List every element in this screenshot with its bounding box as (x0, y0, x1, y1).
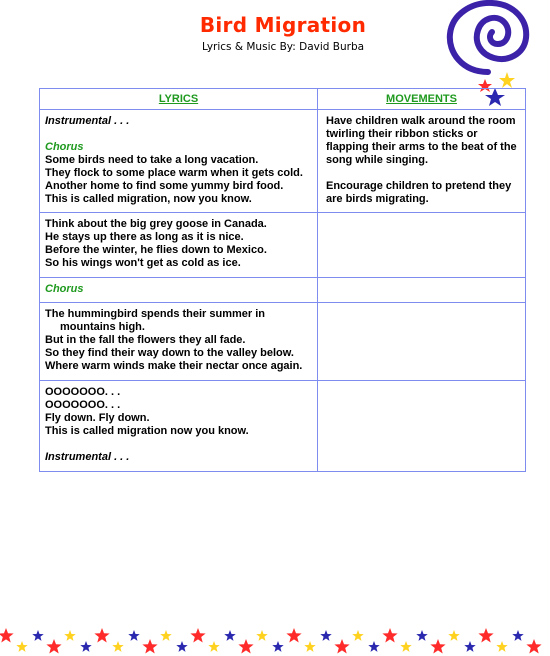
border-star-icon (352, 630, 363, 641)
border-star-icon (416, 630, 427, 641)
border-star-icon (224, 630, 235, 641)
border-star-icon (496, 641, 507, 652)
border-star-icon (256, 630, 267, 641)
table-row (40, 277, 525, 302)
lyric-line: OOOOOOO. . . (45, 386, 121, 398)
border-star-icon (46, 639, 61, 654)
border-star-icon (320, 630, 331, 641)
table-row (40, 302, 525, 380)
lyric-line: He stays up there as long as it is nice. (45, 231, 244, 243)
border-star-icon (304, 641, 315, 652)
lyric-line: The hummingbird spends their summer in (45, 308, 266, 320)
border-star-icon (80, 641, 91, 652)
border-star-icon (334, 639, 349, 654)
border-star-icon (448, 630, 459, 641)
movements-cell (318, 110, 525, 212)
page-subtitle: Lyrics & Music By: David Burba (201, 41, 365, 53)
lyrics-cell (40, 278, 318, 302)
border-star-icon (272, 641, 283, 652)
stars-border (0, 626, 550, 656)
lyrics-cell (40, 213, 318, 277)
lyric-line: They flock to some place warm when it gets cold. (45, 167, 303, 179)
border-star-icon (238, 639, 253, 654)
border-star-icon (400, 641, 411, 652)
lyric-line: This is called migration, now you know. (45, 193, 252, 205)
lyric-line: But in the fall the flowers they all fade. (45, 334, 246, 346)
table-row (40, 212, 525, 277)
border-star-icon (142, 639, 157, 654)
movements-cell (318, 303, 525, 380)
border-star-icon (160, 630, 171, 641)
lyrics-cell (40, 303, 318, 380)
border-star-icon (430, 639, 445, 654)
border-star-icon (526, 639, 541, 654)
border-star-icon (64, 630, 75, 641)
chorus-label: Chorus (45, 283, 84, 295)
instrumental-label: Instrumental . . . (45, 451, 130, 463)
lyric-line: Where warm winds make their nectar once again. (45, 360, 303, 372)
table-row (40, 380, 525, 471)
border-star-icon (208, 641, 219, 652)
table-row (40, 109, 525, 212)
border-star-icon (176, 641, 187, 652)
column-header-movements: MOVEMENTS (386, 93, 457, 105)
border-star-icon (0, 628, 14, 643)
border-star-icon (112, 641, 123, 652)
lyric-line: Some birds need to take a long vacation. (45, 154, 259, 166)
border-star-icon (16, 641, 27, 652)
movements-cell (318, 381, 525, 471)
border-star-icon (512, 630, 523, 641)
border-star-icon (478, 628, 493, 643)
column-header-lyrics: LYRICS (40, 89, 318, 109)
movements-cell (318, 213, 525, 277)
page-title: Bird Migration (199, 13, 367, 37)
lyric-line: OOOOOOO. . . (45, 399, 121, 411)
lyric-line: Before the winter, he flies down to Mexico. (45, 244, 267, 256)
chorus-label: Chorus (45, 141, 84, 153)
border-star-icon (128, 630, 139, 641)
table-header-row (40, 89, 525, 109)
movement-text: Have children walk around the room twirling their ribbon sticks or flapping their arms to the beat of the song while singing. (326, 115, 517, 166)
lyric-line: Fly down. Fly down. (45, 412, 150, 424)
border-star-icon (382, 628, 397, 643)
lyric-line: So his wings won't get as cold as ice. (45, 257, 241, 269)
border-star-icon (32, 630, 43, 641)
border-star-icon (368, 641, 379, 652)
border-star-icon (464, 641, 475, 652)
border-star-icon (190, 628, 205, 643)
lyric-line: mountains high. (60, 321, 145, 333)
instrumental-label: Instrumental . . . (45, 115, 130, 127)
lyrics-cell (40, 110, 318, 212)
lyric-line: Another home to find some yummy bird food. (45, 180, 284, 192)
border-star-icon (94, 628, 109, 643)
movement-text: Encourage children to pretend they are birds migrating. (326, 180, 512, 205)
lyrics-movements-table (39, 88, 526, 472)
border-star-icon (286, 628, 301, 643)
lyric-line: This is called migration now you know. (45, 425, 249, 437)
movements-cell (318, 278, 525, 302)
lyrics-cell (40, 381, 318, 471)
lyric-line: Think about the big grey goose in Canada. (45, 218, 267, 230)
lyric-line: So they find their way down to the valley below. (45, 347, 294, 359)
